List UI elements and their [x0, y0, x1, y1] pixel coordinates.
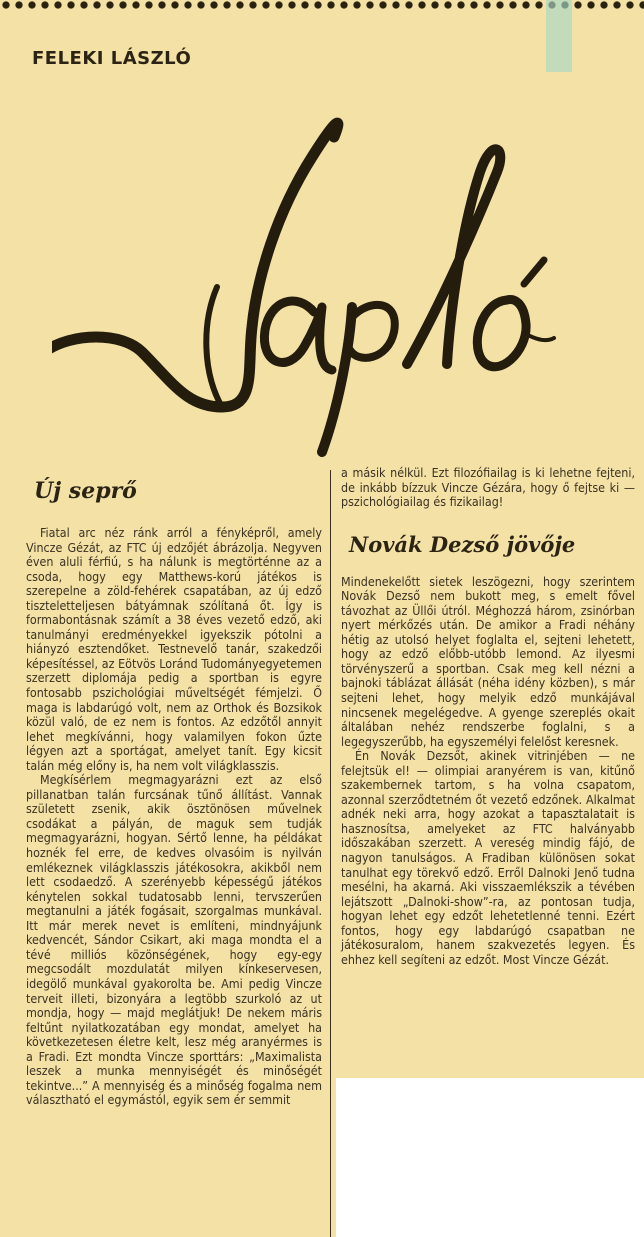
tape-strip [546, 0, 572, 72]
column-divider [330, 470, 331, 1237]
title-stroke-l [407, 149, 500, 364]
title-stroke-a [264, 301, 332, 370]
title-stroke-p2 [350, 305, 395, 358]
paragraph: Megkísérlem megmagyarázni ezt az első pillanatban talán furcsának tűnő állítást. Vannak született zsenik, akik ösztönösen művelnek csodákat a pályán, de maguk sem tudják megmagyarázni, hogyan. Sértő lenne, ha példákat hoznék fel erre, de kedves olvasóim is nyilván emlékeznek világklasszis játékosokra, akikből nem lett csodaedző. A szerényebb képességű játékos kénytelen sokkal tudatosabb lenni, tervszerűen megtanulni a játék fogásait, szorgalmas munkával. Itt már merek nevet is említeni, mindnyájunk kedvencét, Sándor Csikart, aki maga mondta el a tévé milliós közönségének, hogy egy-egy megcsodált mozdulatát milyen kínkeservesen, idegölő munkával gyakorolta be. Ami pedig Vincze terveit illeti, bizonyára a legtöbb szurkoló az ut mondja, hogy — majd meglátjuk! De nekem máris feltűnt nyilatkozatában egy mondat, amelyet ha következetesen életre kelt, lesz még aranyérmes is a Fradi. Ezt mondta Vincze sporttárs: „Maximalista leszek a munka mennyiségét és minőségét tekintve...” A mennyiség és a minőség fogalma nem választható el egymástól, egyik sem ér semmit [26, 772, 322, 1108]
title-calligraphy [52, 102, 612, 462]
column-left [26, 478, 322, 1108]
column-right [341, 466, 635, 967]
title-stroke-p [322, 307, 352, 452]
section-heading-novak: Novák Dezső jövője [349, 531, 576, 557]
paragraph: Mindenekelőtt sietek leszögezni, hogy szerintem Novák Dezső nem bukott meg, s emelt fővel távozhat az Üllői útról. Méghozzá három, zsinórban nyert mérkőzés után. De amikor a Fradi néhány hétig az utolsó helyet foglalta el, sejteni lehetett, hogy az edző előbb-utóbb lemond. Az ilyesmi törvényszerű a sportban. Csak meg kell nézni a bajnoki táblázat állását (néha idény közben), s már sejteni lehet, hogy melyik edző munkájával nincsenek megelégedve. A gyenge szereplés okait általában nehéz rendszerbe foglalni, s a legegyszerűbb, ha egyszemélyi felelőst keresnek. [341, 573, 635, 749]
title-stroke-o [477, 300, 526, 367]
title-stroke-tail [526, 334, 554, 340]
paragraph: Fiatal arc néz ránk arról a fényképről, amely Vincze Gézát, az FTC új edzőjét ábrázolja. Negyven éven aluli férfiú, s ha nálunk is megtörténne az a csoda, hogy egy Matthews-korú játékos is szerepelne a zöld-fehérek csapatában, az új edző tiszteletteljesen bátyámnak szólítaná őt. Így is formabontásnak számít a 38 éves vezető edző, aki tanulmányi eredményekkel igyekszik pótolni a hiányzó esztendőket. Testnevelő tanár, szakedzői képesítéssel, az Eötvös Loránd Tudományegyetemen szerzett diplomája pedig a sportban is egyre fontosabb pszichológiai műveltségét fémjelzi. Ő maga is labdarúgó volt, nem az Orthok és Bozsikok közül való, de ez nem is fontos. Az edzőtől annyit lehet megkívánni, hogy valamilyen fokon űzte légyen azt a sportágat, amelyet tanít. Egy kicsit talán még előny is, ha nem volt világklasszis. [26, 525, 322, 773]
paragraph-continuation: a másik nélkül. Ezt filozófiailag is ki lehetne fejteni, de inkább bízzuk Vincze Gézára, hogy ő fejtse ki — pszichológiailag és fizikailag! [341, 465, 635, 510]
author-byline: FELEKI LÁSZLÓ [32, 48, 192, 69]
title-stroke-accent [524, 260, 544, 284]
title-stroke-n2 [206, 287, 222, 407]
paragraph: Én Novák Dezsőt, akinek vitrinjében — ne felejtsük el! — olimpiai aranyérem is van, kitűnő szakembernek tartom, s ha volna csapatom, azonnal szerződtetném őt vezető edzőnek. Alkalmat adnék neki arra, hogy azokat a tapasztalatait is hasznosítsa, amelyeket az FTC halványabb időszakában szerzett. A vereség mindig fájó, de nagyon tanulságos. A Fradiban különösen sokat tanulhat egy törekvő edző. Erről Dalnoki Jenő tudna mesélni, ha akarná. Aki visszaemlékszik a tévében lejátszott „Dalnoki-show”-ra, az pontosan tudja, hogyan lehet egy edzőt lehetetlenné tenni. Ezért fontos, hogy egy labdarúgó csapatban ne játékosuralom, hanem szakvezetés legyen. És ehhez kell segíteni az edzőt. Most Vincze Gézát. [341, 748, 635, 967]
section-heading-uj-sepro: Új seprő [34, 478, 137, 504]
blank-area [336, 1078, 644, 1237]
title-stroke-n [52, 123, 338, 407]
